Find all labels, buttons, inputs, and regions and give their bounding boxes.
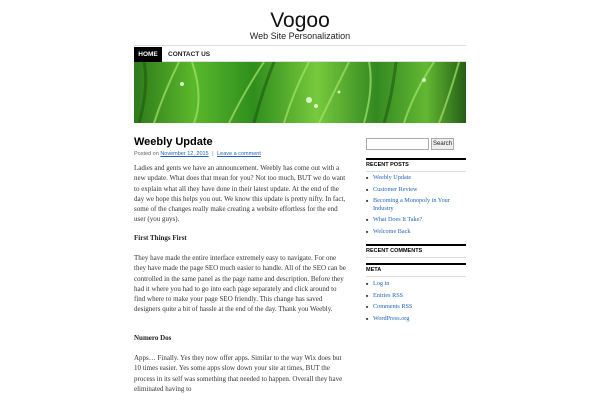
recent-post-link[interactable]: Becoming a Monopoly in Your Industry (373, 197, 450, 212)
nav-home[interactable]: HOME (134, 47, 162, 62)
post-date-link[interactable]: November 12, 2015 (160, 151, 209, 157)
recent-post-item (366, 197, 466, 212)
post-paragraph-2: They have made the entire interface extremely easy to navigate. For one they have made the page SEO much easier to handle. All of the SEO can be controlled in the same panel as the page name and description. Before they had it where you had to go into each page separately and click around to find where to make your page SEO friendly. This change has saved designers quite a bit of hassle at the end of the day. Thank you Weebly. (134, 254, 346, 314)
site-tagline: Web Site Personalization (249, 31, 351, 41)
header-divider (134, 45, 466, 46)
post-heading-numero-dos: Numero Dos (134, 334, 172, 342)
search-button[interactable]: Search (431, 138, 454, 150)
recent-post-item (366, 186, 466, 194)
recent-post-link[interactable]: What Does It Take? (373, 216, 423, 223)
post-paragraph-1: Ladies and gents we have an announcement. Weebly has come out with a new update. What does that mean for you? Not too much, BUT we do want to explain what all they have done in their latest update. At the end of the day we hope this helps you out. We know this update is pretty nifty. In fact, some of the changes really make creating a website effortless for the end user (you guys). (134, 164, 346, 224)
leave-comment-link[interactable]: Leave a comment (217, 151, 261, 157)
recent-comments-title: RECENT COMMENTS (366, 244, 466, 258)
post-heading-first-things-first: First Things First (134, 234, 187, 242)
meta-item (366, 280, 466, 288)
nav-contact-us[interactable]: CONTACT US (168, 51, 211, 58)
meta-item (366, 303, 466, 311)
recent-post-item (366, 216, 466, 224)
recent-post-link[interactable]: Welcome Back (373, 227, 411, 235)
search-input[interactable] (366, 138, 429, 150)
meta-item (366, 292, 466, 300)
header-banner-image (134, 62, 466, 123)
main-navigation (134, 47, 466, 62)
meta-item (366, 315, 466, 323)
site-title[interactable]: Vogoo (270, 9, 330, 32)
post-title[interactable]: Weebly Update (134, 136, 213, 148)
recent-posts-list (366, 174, 466, 239)
recent-posts-title: RECENT POSTS (366, 158, 466, 172)
comments-rss-link[interactable]: Comments RSS (373, 303, 413, 310)
grass-dew-illustration (134, 62, 466, 123)
recent-post-item (366, 174, 466, 182)
recent-post-item (366, 228, 466, 236)
post-paragraph-3: Apps… Finally. Yes they now offer apps. Similar to the way Wix does but 10 times easier. Yes some apps slow down your site at times, BUT the process in its self was something that needed to happen. Overall they have eliminated having to (134, 354, 343, 393)
meta-links-list (366, 280, 466, 326)
posted-on-label: Posted on (134, 151, 159, 157)
wordpress-org-link[interactable]: WordPress.org (373, 314, 410, 322)
meta-separator: | (212, 151, 214, 157)
recent-post-link[interactable]: Weebly Update (373, 174, 412, 181)
meta-title: META (366, 263, 466, 277)
log-in-link[interactable]: Log in (373, 280, 390, 287)
entries-rss-link[interactable]: Entries RSS (373, 291, 404, 299)
post-meta (134, 151, 261, 157)
recent-post-link[interactable]: Customer Review (373, 185, 418, 193)
